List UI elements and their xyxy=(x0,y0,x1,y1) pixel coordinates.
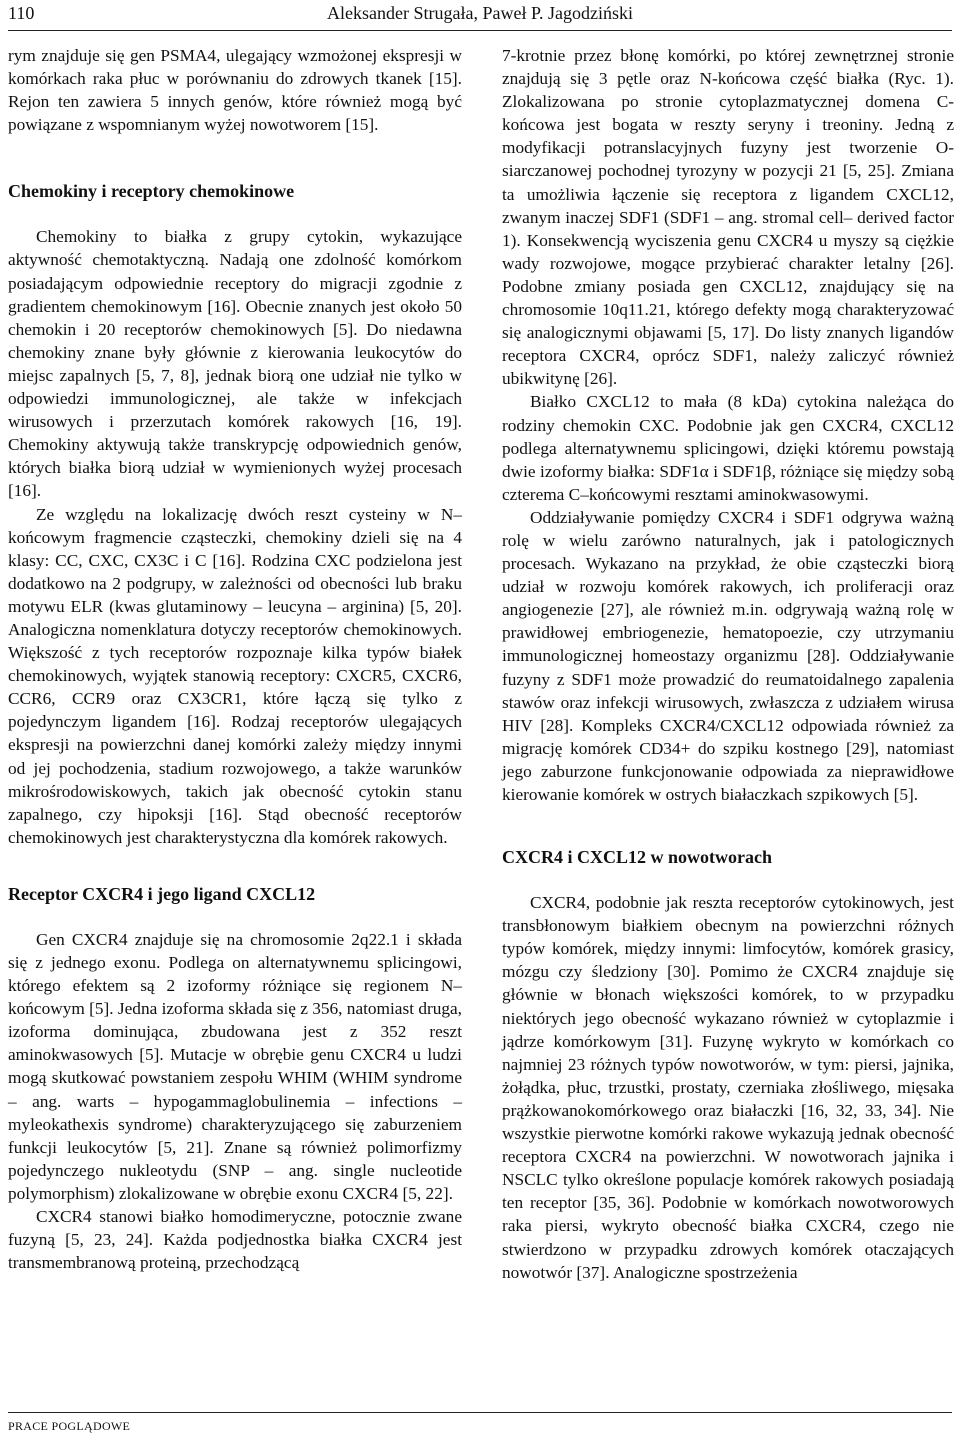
paragraph: Gen CXCR4 znajduje się na chromosomie 2q22.1 i składa się z jednego exonu. Podlega on alternatywnemu splicingowi, którego efektem są 2 izoformy różniące się regionem N– końcowym [5]. Jedna izoforma składa się z 356, natomiast druga, izoforma dominująca, zbudowana jest z 352 reszt aminokwasowych [5]. Mutacje w obrębie genu CXCR4 u ludzi mogą skutkować powstaniem zespołu WHIM (WHIM syndrome – ang. warts – hypogammaglobulinemia – infections – myleokathexis syndrome) charakteryzującego się zaburzeniem funkcji leukocytów [5, 21]. Znane są również polimorfizmy pojedynczego nukleotydu (SNP – ang. single nucleotide polymorphism) zlokalizowane w obrębie exonu CXCR4 [5, 22]. xyxy=(8,929,462,1203)
running-authors: Aleksander Strugała, Paweł P. Jagodziński xyxy=(327,3,633,23)
paragraph: CXCR4 stanowi białko homodimeryczne, potocznie zwane fuzyną [5, 23, 24]. Każda podjednostka białka CXCR4 jest transmembranową proteiną, przechodzącą xyxy=(8,1207,462,1273)
section-heading-cxcr4-tumors: CXCR4 i CXCL12 w nowotworach xyxy=(502,847,772,868)
paragraph: Białko CXCL12 to mała (8 kDa) cytokina należąca do rodziny chemokin CXC. Podobnie jak gen CXCR4, CXCL12 podlega alternatywnemu splicingowi, dzięki któremu powstają dwie izoformy białka: SDF1α i SDF1β, różniące się między sobą czterema C–końcowymi resztami aminokwasowymi. xyxy=(502,392,954,504)
section-heading-chemokines: Chemokiny i receptory chemokinowe xyxy=(8,181,295,202)
section-label: PRACE POGLĄDOWE xyxy=(8,1419,131,1433)
section-heading-cxcr4-receptor: Receptor CXCR4 i jego ligand CXCL12 xyxy=(8,883,316,904)
paragraph: CXCR4, podobnie jak reszta receptorów cytokinowych, jest transbłonowym białkiem obecnym na powierzchni różnych typów komórek, między innymi: limfocytów, komórek grasicy, mózgu czy śledziony [30]. Pomimo że CXCR4 znajduje się głównie w błonach większości komórek, to w przypadku niektórych jego obecność wykazano również w cytoplazmie i jądrze komórkowym [31]. Fuzynę wykryto w komórkach co najmniej 23 różnych typów nowotworów, w tym: piersi, jajnika, żołądka, płuc, trzustki, prostaty, czerniaka złośliwego, mięsaka prążkowanokomórkowego oraz białaczki [16, 32, 33, 34]. Nie wszystkie pierwotne komórki rakowe wykazują jednak obecność receptora CXCR4 na powierzchni. W nowotworach jajnika i NSCLC tylko określone populacje komórek rakowych posiadają ten receptor [35, 36]. Podobnie w komórkach nowotworowych raka piersi, wykryto obecność białka CXCR4, czego nie stwierdzono w przypadku zdrowych komórek otaczających nowotwór [37]. Analogiczne spostrzeżenia xyxy=(502,893,954,1282)
page-number: 110 xyxy=(8,3,35,23)
paragraph: 7-krotnie przez błonę komórki, po której zewnętrznej stronie znajdują się 3 pętle oraz N-końcowa część białka (Ryc. 1). Zlokalizowana po stronie cytoplazmatycznej domena C-końcowa jest bogata w reszty seryny i treoniny. Jedną z modyfikacji potranslacyjnych fuzyny jest tworzenie O-siarczanowej pochodnej tyrozyny w pozycji 21 [5, 25]. Zmiana ta umożliwia łączenie się receptora z ligandem CXCL12, zwanym inaczej SDF1 (SDF1 – ang. stromal cell– derived factor 1). Konsekwencją wyciszenia genu CXCR4 u myszy są ciężkie wady rozwojowe, mogące przybierać charakter letalny [26]. Podobne zmiany posiada gen CXCL12, znajdujący się na chromosomie 10q11.21, którego defekty mogą charakteryzować się analogicznymi objawami [5, 17]. Do listy znanych ligandów receptora CXCR4, oprócz SDF1, należy zaliczyć również ubikwitynę [26]. xyxy=(502,46,954,389)
paragraph: Oddziaływanie pomiędzy CXCR4 i SDF1 odgrywa ważną rolę w wielu zarówno naturalnych, jak i patologicznych procesach. Wykazano na przykład, że obie cząsteczki biorą udział w rozwoju komórek rakowych, ich proliferacji oraz angiogenezie [27], ale również m.in. odgrywają ważną rolę w prawidłowej embriogenezie, hematopoezie, czy utrzymaniu immunologicznej homeostazy organizmu [28]. Oddziaływanie fuzyny z SDF1 może prowadzić do reumatoidalnego zapalenia stawów oraz infekcji wirusowych, zwłaszcza z udziałem wirusa HIV [28]. Kompleks CXCR4/CXCL12 odpowiada również za migrację komórek CD34+ do szpiku kostnego [29], natomiast jego zaburzone funkcjonowanie odpowiada za nieprawidłowe kierowanie komórek w ostrych białaczkach szpikowych [5]. xyxy=(502,507,954,804)
paragraph: Chemokiny to białka z grupy cytokin, wykazujące aktywność chemotaktyczną. Nadają one zdolność komórkom posiadającym odpowiednie receptory do migracji zgodnie z gradientem chemokinowym [16]. Obecnie znanych jest około 50 chemokin i 20 receptorów chemokinowych [5]. Do niedawna chemokiny znane były głównie z kierowania leukocytów do miejsc zapalnych [5, 7, 8], jednak biorą one udział nie tylko w odpowiedzi immunologicznej, ale także w infekcjach wirusowych i przerzutach komórek rakowych [16, 19]. Chemokiny aktywują także transkrypcję odpowiednich genów, których białka biorą udział w wymienionych wyżej procesach [16]. xyxy=(8,227,462,501)
paragraph: Ze względu na lokalizację dwóch reszt cysteiny w N–końcowym fragmencie cząsteczki, chemokiny dzieli się na 4 klasy: CC, CXC, CX3C i C [16]. Rodzina CXC podzielona jest dodatkowo na 2 podgrupy, w zależności od obecności lub braku motywu ELR (kwas glutaminowy – leucyna – arginina) [5, 20]. Analogiczna nomenklatura dotyczy receptorów chemokinowych. Większość z tych receptorów rozpoznaje kilka typów białek chemokinowych, wyjątek stanowią receptory: CXCR5, CXCR6, CCR6, CCR9 oraz CX3CR1, które łączą się tylko z pojedynczym ligandem [16]. Rodzaj receptorów ulegających ekspresji na powierzchni danej komórki zależy między innymi od jej pochodzenia, stadium rozwojowego, a także warunków mikrośrodowiskowych, takich jak obecność cytokin stanu zapalnego, czy hipoksji [16]. Stąd obecność receptorów chemokinowych jest charakterystyczna dla komórek rakowych. xyxy=(8,504,462,847)
page-footer xyxy=(8,1412,952,1434)
paragraph: rym znajduje się gen PSMA4, ulegający wzmożonej ekspresji w komórkach raka płuc w porównaniu do zdrowych tkanek [15]. Rejon ten zawiera 5 innych genów, które również mogą być powiązane z wspomnianym wyżej nowotworem [15]. xyxy=(8,46,462,135)
page-header xyxy=(8,0,952,31)
left-column xyxy=(8,44,462,1274)
right-column xyxy=(502,44,954,1284)
